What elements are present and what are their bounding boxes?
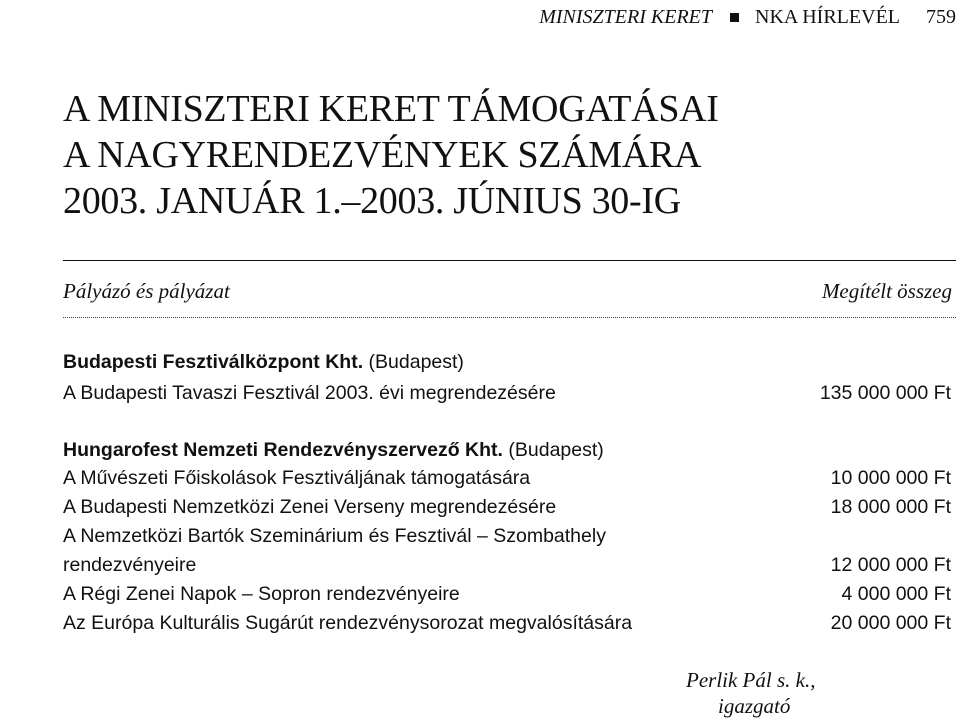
title-line-1: A MINISZTERI KERET TÁMOGATÁSAI [63, 88, 719, 130]
table-row [63, 583, 951, 606]
grant-purpose: A Budapesti Tavaszi Fesztivál 2003. évi megrendezésére [63, 382, 556, 404]
grant-purpose: A Művészeti Főiskolások Fesztiváljának támogatására [63, 467, 531, 489]
title-line-2: A NAGYRENDEZVÉNYEK SZÁMÁRA [63, 134, 702, 176]
grant-purpose: Az Európa Kulturális Sugárút rendezvénysorozat megvalósítására [63, 612, 633, 634]
header-publication: NKA HÍRLEVÉL [755, 6, 900, 28]
table-row [63, 612, 951, 635]
grant-amount: 4 000 000 Ft [841, 583, 951, 605]
column-header-applicant: Pályázó és pályázat [63, 279, 230, 303]
organization-location: (Budapest) [368, 351, 464, 373]
grant-purpose: A Budapesti Nemzetközi Zenei Verseny megrendezésére [63, 496, 557, 518]
organization-row [63, 439, 951, 462]
grant-amount: 12 000 000 Ft [830, 554, 951, 576]
table-row [63, 496, 951, 519]
page-title [63, 86, 719, 224]
organization-row [63, 351, 951, 374]
table-header-dotted-rule [63, 317, 956, 318]
signature-role: igazgató [718, 694, 791, 718]
table-top-rule [63, 260, 956, 261]
table-row [63, 467, 951, 490]
grant-purpose: A Régi Zenei Napok – Sopron rendezvényeire [63, 583, 460, 605]
table-row [63, 382, 951, 405]
title-line-3: 2003. JANUÁR 1.–2003. JÚNIUS 30-IG [63, 180, 681, 222]
table-row [63, 525, 951, 548]
square-bullet-icon [730, 13, 739, 22]
grant-amount: 135 000 000 Ft [819, 382, 951, 404]
organization-name: Hungarofest Nemzeti Rendezvényszervező Kht. [63, 439, 503, 461]
grant-amount: 10 000 000 Ft [830, 467, 951, 489]
organization-name: Budapesti Fesztiválközpont Kht. [63, 351, 364, 373]
column-header-amount: Megítélt összeg [821, 279, 952, 303]
page-number: 759 [926, 6, 956, 28]
organization-location: (Budapest) [508, 439, 604, 461]
header-section: MINISZTERI KERET [539, 6, 713, 28]
running-header [539, 6, 956, 29]
grant-amount: 20 000 000 Ft [830, 612, 951, 634]
grant-purpose: A Nemzetközi Bartók Szeminárium és Fesztivál – Szombathely [63, 525, 606, 547]
signature-name: Perlik Pál s. k., [686, 668, 816, 692]
table-row [63, 554, 951, 577]
grant-amount: 18 000 000 Ft [830, 496, 951, 518]
grant-purpose: rendezvényeire [63, 554, 197, 576]
